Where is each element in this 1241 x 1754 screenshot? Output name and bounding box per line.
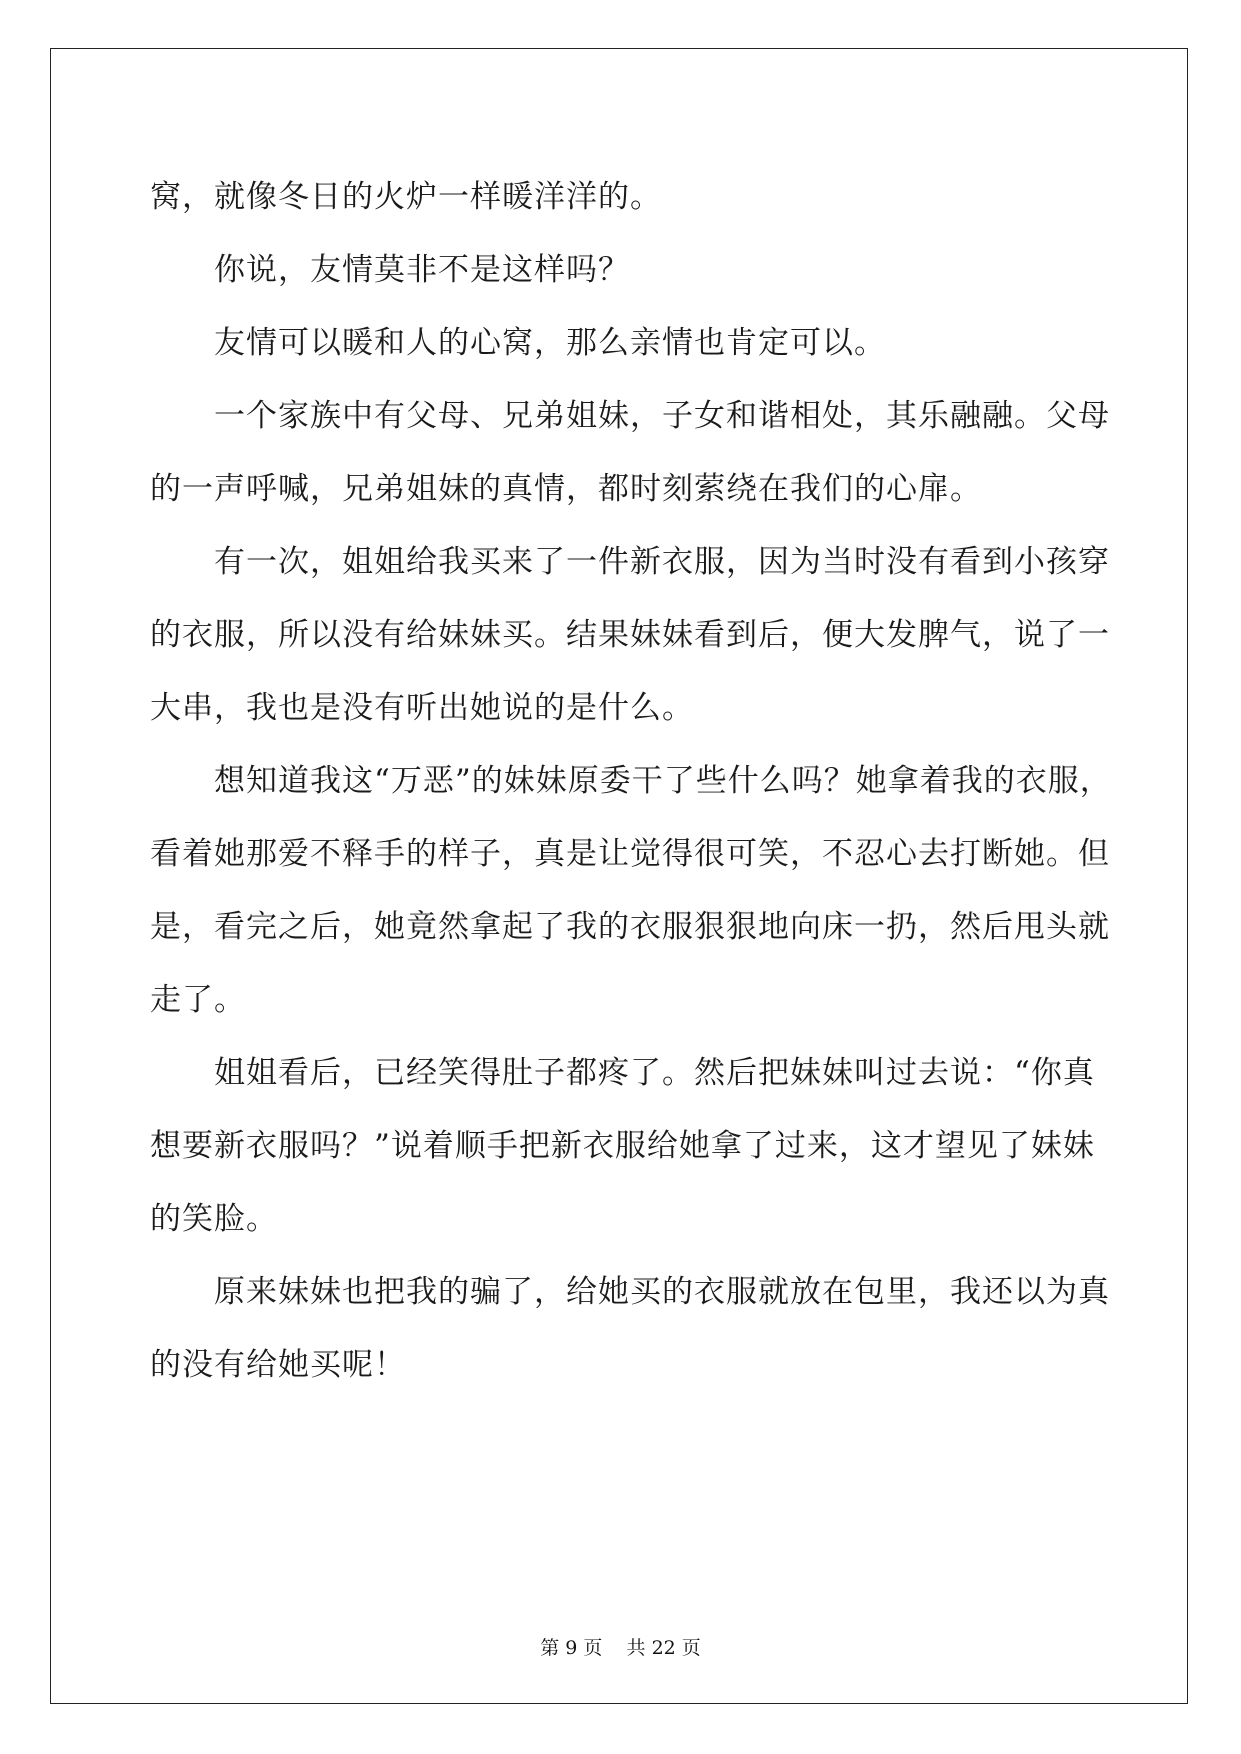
text-line: 的衣服，所以没有给妹妹买。结果妹妹看到后，便大发脾气，说了一 [150,617,1110,653]
text-line: 你说，友情莫非不是这样吗？ [214,252,630,288]
text-line: 想知道我这“万恶”的妹妹原委干了些什么吗？她拿着我的衣服， [214,763,1112,799]
text-line: 的没有给她买呢！ [150,1347,406,1383]
text-line: 原来妹妹也把我的骗了，给她买的衣服就放在包里，我还以为真 [214,1274,1110,1310]
text-line: 友情可以暖和人的心窝，那么亲情也肯定可以。 [214,325,886,361]
text-line: 的笑脸。 [150,1201,278,1237]
text-line: 是，看完之后，她竟然拿起了我的衣服狠狠地向床一扔，然后甩头就 [150,909,1110,945]
text-line: 想要新衣服吗？”说着顺手把新衣服给她拿了过来，这才望见了妹妹 [150,1128,1095,1164]
text-line: 窝，就像冬日的火炉一样暖洋洋的。 [150,179,662,215]
text-line: 一个家族中有父母、兄弟姐妹，子女和谐相处，其乐融融。父母 [214,398,1110,434]
text-line: 看着她那爱不释手的样子，真是让觉得很可笑，不忍心去打断她。但 [150,836,1110,872]
text-line: 姐姐看后，已经笑得肚子都疼了。然后把妹妹叫过去说：“你真 [214,1055,1095,1091]
text-line: 大串，我也是没有听出她说的是什么。 [150,690,694,726]
body-text [150,161,1112,1402]
text-line: 走了。 [150,982,246,1018]
text-line: 有一次，姐姐给我买来了一件新衣服，因为当时没有看到小孩穿 [214,544,1110,580]
page-number-footer: 第 9 页 共 22 页 [540,1637,701,1659]
text-line: 的一声呼喊，兄弟姐妹的真情，都时刻萦绕在我们的心扉。 [150,471,982,507]
